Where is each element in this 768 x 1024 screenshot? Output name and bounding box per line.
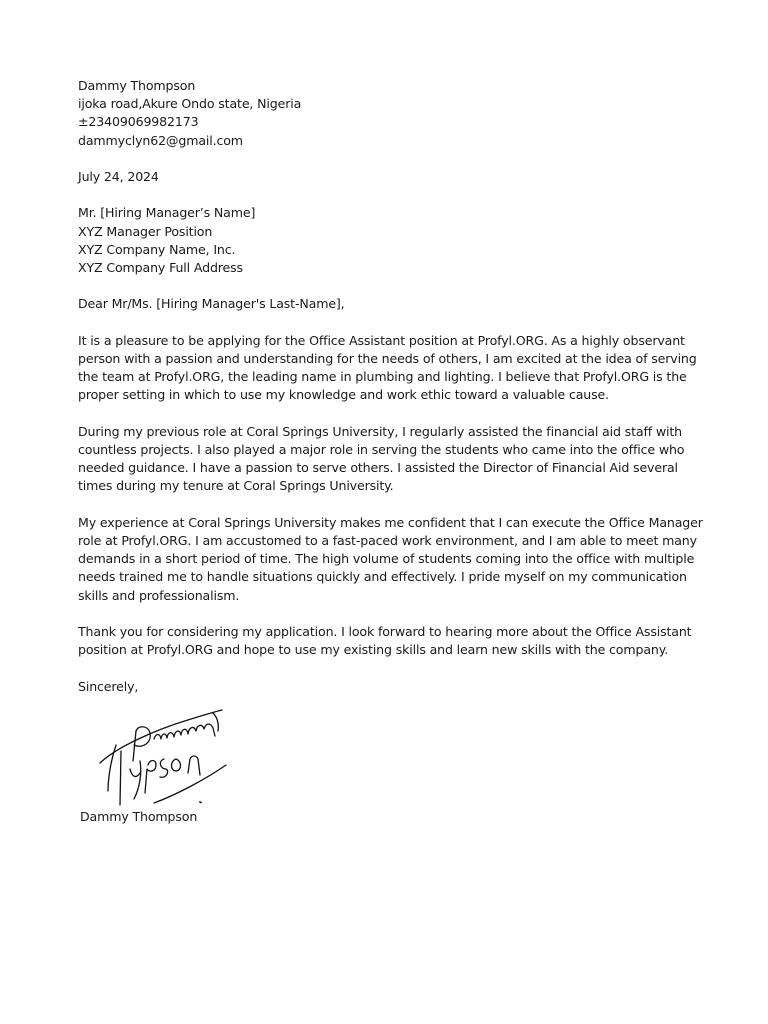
salutation-block: [78, 295, 698, 313]
body-paragraph: [78, 332, 698, 405]
recipient-company: XYZ Company Name, Inc.: [78, 241, 236, 257]
closing: Sincerely,: [78, 678, 139, 694]
paragraph-line: needed guidance. I have a passion to serve others. I assisted the Director of Financial Aid several: [78, 460, 678, 476]
cover-letter: [78, 77, 703, 714]
sender-name: Dammy Thompson: [78, 78, 196, 93]
paragraph-line: It is a pleasure to be applying for the Office Assistant position at Profyl.ORG. As a highly observant: [78, 332, 685, 348]
recipient-name: Mr. [Hiring Manager’s Name]: [78, 205, 256, 221]
paragraph-line: times during my tenure at Coral Springs University.: [78, 478, 394, 494]
handwritten-signature: [96, 703, 246, 808]
paragraph-line: role at Profyl.ORG. I am accustomed to a fast-paced work environment, and I am able to meet many: [78, 532, 697, 548]
recipient-address: XYZ Company Full Address: [78, 260, 243, 275]
body-paragraph: [78, 423, 698, 496]
letter-date: July 24, 2024: [78, 169, 159, 184]
recipient-block: [78, 204, 698, 277]
sender-email: dammyclyn62@gmail.com: [78, 132, 243, 148]
salutation: Dear Mr/Ms. [Hiring Manager's Last-Name],: [78, 296, 345, 312]
recipient-position: XYZ Manager Position: [78, 223, 213, 239]
paragraph-line: demands in a short period of time. The high volume of students coming into the office with multiple: [78, 551, 695, 567]
paragraph-line: person with a passion and understanding for the needs of others, I am excited at the idea of serving: [78, 350, 697, 366]
body-paragraph: [78, 514, 703, 605]
sender-phone: ±23409069982173: [78, 114, 199, 130]
paragraph-line: skills and professionalism.: [78, 587, 240, 603]
closing-block: [78, 678, 698, 696]
paragraph-line: During my previous role at Coral Springs University, I regularly assisted the financial aid staff with: [78, 423, 682, 439]
paragraph-line: My experience at Coral Springs University makes me confident that I can execute the Office Manager: [78, 514, 703, 530]
sender-address: ijoka road,Akure Ondo state, Nigeria: [78, 96, 302, 112]
paragraph-line: countless projects. I also played a major role in serving the students who came into the office who: [78, 441, 685, 457]
paragraph-line: position at Profyl.ORG and hope to use my existing skills and learn new skills with the company.: [78, 642, 669, 658]
paragraph-line: needs trained me to handle situations quickly and effectively. I pride myself on my communication: [78, 569, 687, 585]
signer-name: Dammy Thompson: [80, 809, 198, 824]
paragraph-line: proper setting in which to use my knowledge and work ethic toward a valuable cause.: [78, 387, 609, 403]
date-block: [78, 168, 698, 186]
paragraph-line: Thank you for considering my application. I look forward to hearing more about the Office Assistant: [78, 623, 692, 639]
sender-block: [78, 77, 698, 150]
paragraph-line: the team at Profyl.ORG, the leading name in plumbing and lighting. I believe that Profyl.ORG is the: [78, 369, 687, 385]
body-paragraph: [78, 623, 698, 659]
